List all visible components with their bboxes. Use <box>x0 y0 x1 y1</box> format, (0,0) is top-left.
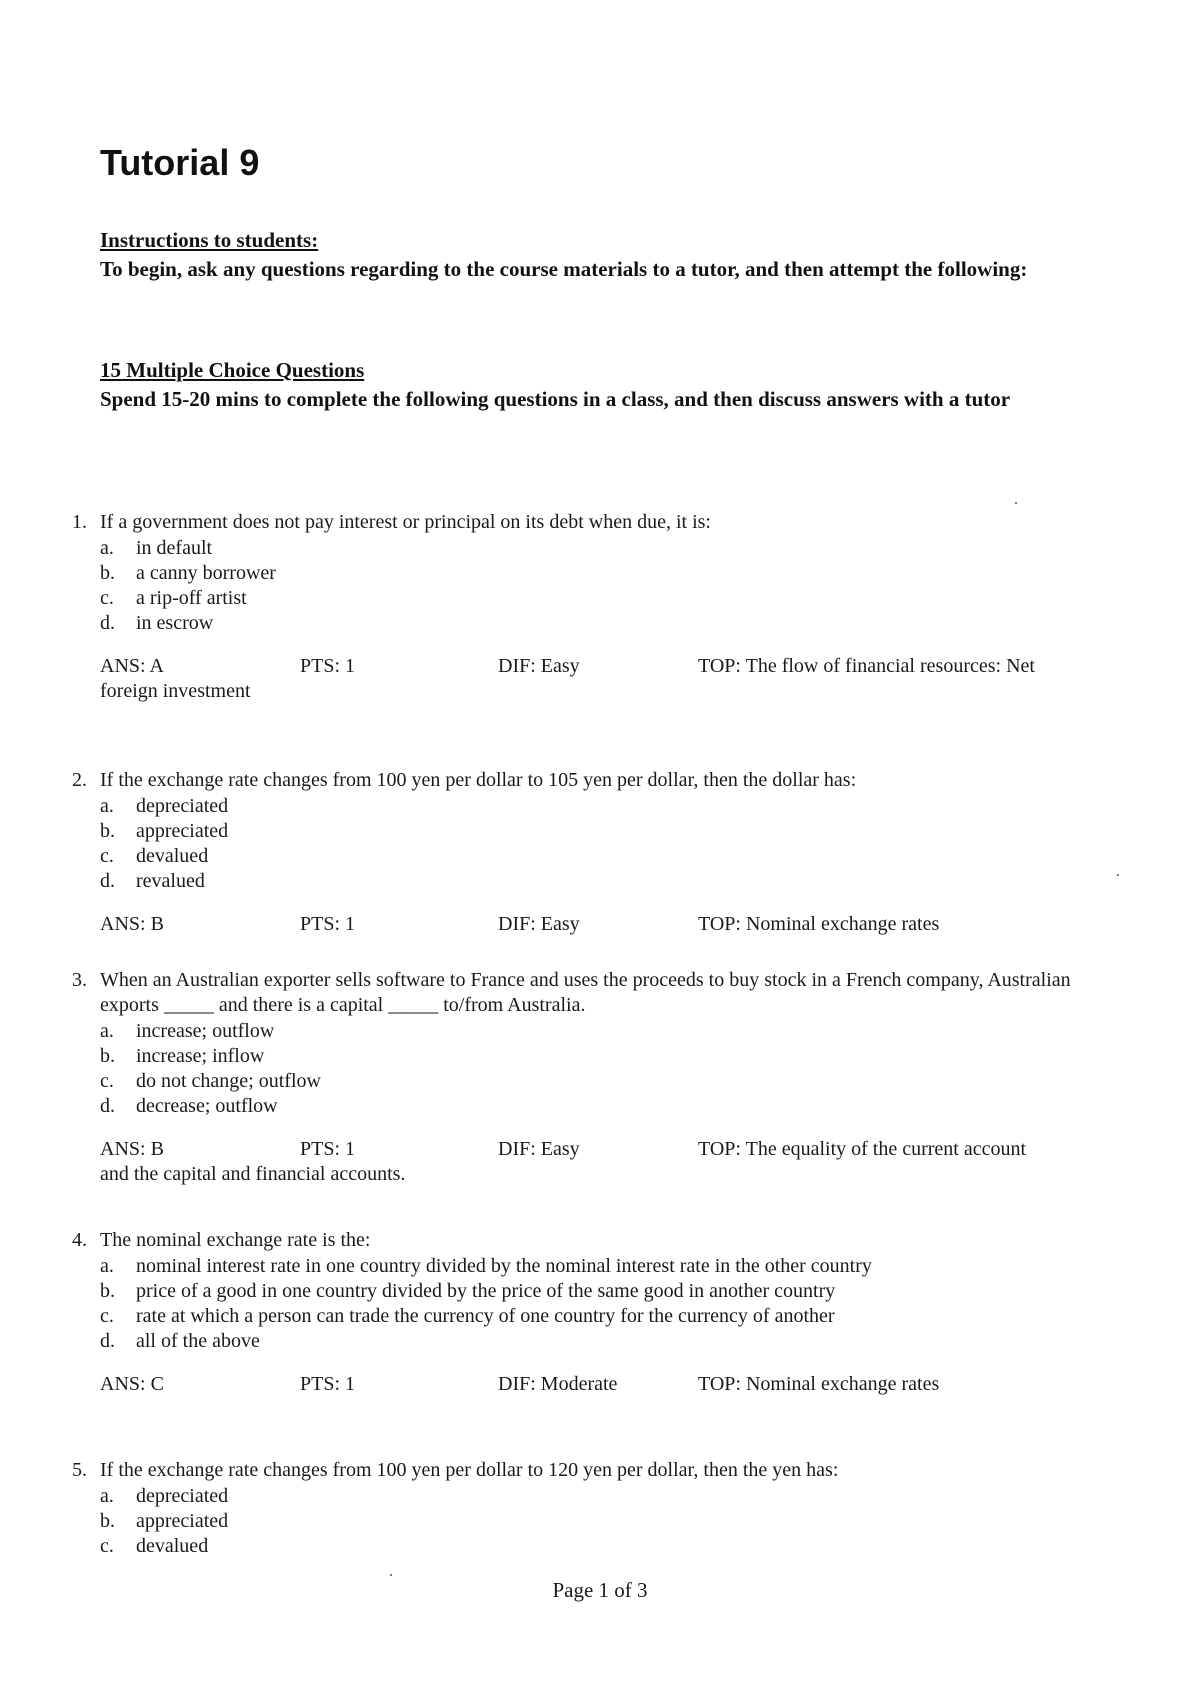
option <box>100 844 1122 869</box>
question-text: If a government does not pay interest or principal on its debt when due, it is: <box>100 511 711 533</box>
option-letter: a. <box>100 1255 114 1277</box>
difficulty: DIF: Easy <box>498 655 580 677</box>
options-list <box>100 1254 1122 1354</box>
option-letter: b. <box>100 562 115 584</box>
question-stem <box>72 510 1122 535</box>
options-list <box>100 536 1122 636</box>
option-letter: b. <box>100 820 115 842</box>
points: PTS: 1 <box>300 913 356 935</box>
option <box>100 1254 1122 1279</box>
option-text: appreciated <box>136 1510 229 1532</box>
option-text: rate at which a person can trade the currency of one country for the currency of another <box>136 1305 835 1327</box>
option <box>100 561 1122 586</box>
scan-speck <box>1117 874 1119 876</box>
option <box>100 1094 1122 1119</box>
option-letter: d. <box>100 612 115 634</box>
topic: TOP: Nominal exchange rates <box>698 1373 940 1395</box>
mcq-instructions-text: Spend 15-20 mins to complete the following questions in a class, and then discuss answers with a tutor <box>100 387 1011 411</box>
question-text: The nominal exchange rate is the: <box>100 1229 371 1251</box>
option <box>100 794 1122 819</box>
answer-meta <box>100 1137 1122 1187</box>
option <box>100 1534 1122 1559</box>
question-text: If the exchange rate changes from 100 yen per dollar to 105 yen per dollar, then the dollar has: <box>100 769 857 791</box>
option-text: increase; inflow <box>136 1045 265 1067</box>
option-text: in default <box>136 537 213 559</box>
answer-key: ANS: B <box>100 1138 164 1160</box>
option <box>100 1509 1122 1534</box>
option-letter: a. <box>100 795 114 817</box>
option-text: appreciated <box>136 820 229 842</box>
points: PTS: 1 <box>300 1138 356 1160</box>
question-stem <box>72 768 1122 793</box>
options-list <box>100 1019 1122 1119</box>
instructions-heading: Instructions to students: <box>100 228 319 252</box>
answer-meta <box>100 1372 1122 1422</box>
option-letter: d. <box>100 870 115 892</box>
option-letter: d. <box>100 1330 115 1352</box>
option <box>100 586 1122 611</box>
difficulty: DIF: Moderate <box>498 1373 618 1395</box>
answer-key: ANS: C <box>100 1373 164 1395</box>
question-text: When an Australian exporter sells software to France and uses the proceeds to buy stock in a French company, Australian exports _____ and there is a capital _____ to/from Australia. <box>100 969 1071 1016</box>
question-3 <box>72 968 1122 1187</box>
option-text: devalued <box>136 845 209 867</box>
option-text: decrease; outflow <box>136 1095 278 1117</box>
option <box>100 1484 1122 1509</box>
option-text: do not change; outflow <box>136 1070 321 1092</box>
topic-continued: and the capital and financial accounts. <box>100 1163 406 1185</box>
option <box>100 1329 1122 1354</box>
option-letter: a. <box>100 537 114 559</box>
topic: TOP: The flow of financial resources: Net <box>698 655 1035 677</box>
difficulty: DIF: Easy <box>498 913 580 935</box>
option-letter: a. <box>100 1020 114 1042</box>
question-1 <box>72 510 1122 704</box>
question-5 <box>72 1458 1122 1559</box>
option <box>100 1044 1122 1069</box>
question-4 <box>72 1228 1122 1422</box>
option <box>100 819 1122 844</box>
question-stem <box>72 1228 1122 1253</box>
option-text: revalued <box>136 870 205 892</box>
option-text: increase; outflow <box>136 1020 275 1042</box>
answer-meta <box>100 654 1122 704</box>
option-letter: c. <box>100 587 114 609</box>
option-letter: c. <box>100 1305 114 1327</box>
answer-key: ANS: B <box>100 913 164 935</box>
option <box>100 1279 1122 1304</box>
question-number: 3. <box>72 969 87 991</box>
option <box>100 536 1122 561</box>
question-stem <box>72 968 1122 1018</box>
question-2 <box>72 768 1122 962</box>
option-letter: d. <box>100 1095 115 1117</box>
scan-speck <box>1015 502 1017 504</box>
option <box>100 1304 1122 1329</box>
options-list <box>100 1484 1122 1559</box>
options-list <box>100 794 1122 894</box>
topic: TOP: Nominal exchange rates <box>698 913 940 935</box>
option-letter: c. <box>100 1535 114 1557</box>
page-footer: Page 1 of 3 <box>552 1578 648 1602</box>
option-text: nominal interest rate in one country divided by the nominal interest rate in the other country <box>136 1255 872 1277</box>
option-text: a canny borrower <box>136 562 276 584</box>
option <box>100 611 1122 636</box>
question-number: 2. <box>72 769 87 791</box>
option-letter: b. <box>100 1280 115 1302</box>
option-text: in escrow <box>136 612 214 634</box>
question-number: 4. <box>72 1229 87 1251</box>
answer-key: ANS: A <box>100 655 164 677</box>
question-number: 1. <box>72 511 87 533</box>
points: PTS: 1 <box>300 1373 356 1395</box>
option-text: price of a good in one country divided by the price of the same good in another country <box>136 1280 836 1302</box>
option-text: depreciated <box>136 795 229 817</box>
option-letter: c. <box>100 845 114 867</box>
question-number: 5. <box>72 1459 87 1481</box>
question-text: If the exchange rate changes from 100 yen per dollar to 120 yen per dollar, then the yen has: <box>100 1459 839 1481</box>
option-letter: a. <box>100 1485 114 1507</box>
question-stem <box>72 1458 1122 1483</box>
answer-meta <box>100 912 1122 962</box>
option-text: a rip-off artist <box>136 587 247 609</box>
page-title: Tutorial 9 <box>100 142 260 183</box>
option <box>100 1069 1122 1094</box>
option <box>100 1019 1122 1044</box>
option-letter: b. <box>100 1045 115 1067</box>
mcq-heading: 15 Multiple Choice Questions <box>100 358 365 382</box>
option-text: depreciated <box>136 1485 229 1507</box>
difficulty: DIF: Easy <box>498 1138 580 1160</box>
instructions-text: To begin, ask any questions regarding to the course materials to a tutor, and then attempt the following: <box>100 257 1028 281</box>
topic-continued: foreign investment <box>100 680 251 702</box>
topic: TOP: The equality of the current account <box>698 1138 1027 1160</box>
option-text: devalued <box>136 1535 209 1557</box>
option-text: all of the above <box>136 1330 260 1352</box>
option-letter: b. <box>100 1510 115 1532</box>
option <box>100 869 1122 894</box>
option-letter: c. <box>100 1070 114 1092</box>
scan-speck <box>390 1574 392 1576</box>
points: PTS: 1 <box>300 655 356 677</box>
